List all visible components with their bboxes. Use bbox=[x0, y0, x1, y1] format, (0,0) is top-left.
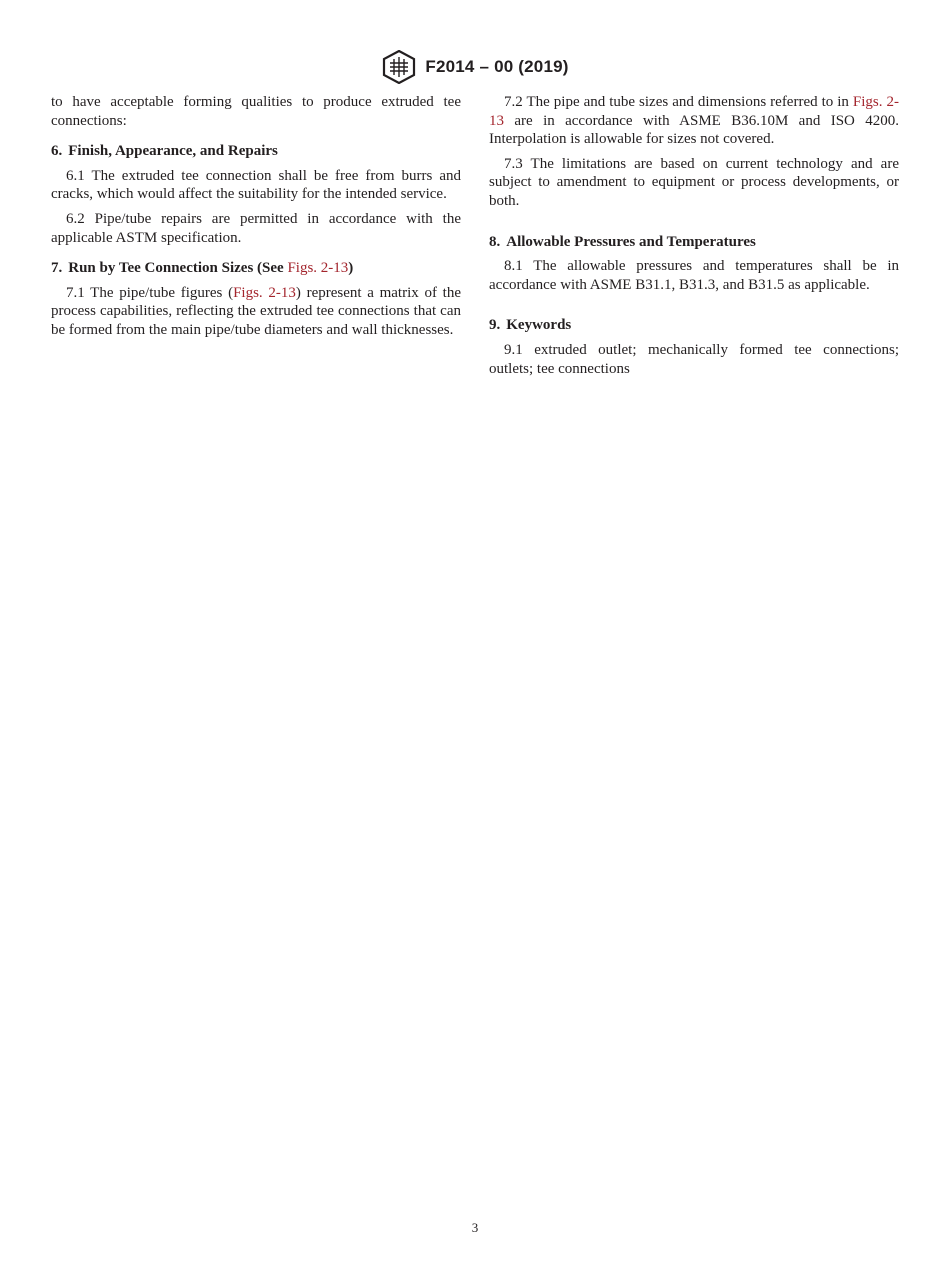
continued-paragraph: to have acceptable forming qualities to produce extruded tee connections: bbox=[51, 94, 461, 129]
left-column bbox=[51, 93, 461, 346]
paragraph-6-2: 6.2 Pipe/tube repairs are permitted in accordance with the applicable ASTM specification. bbox=[51, 210, 461, 246]
section-7-heading bbox=[51, 259, 461, 278]
section-7-title-post: ) bbox=[348, 260, 354, 277]
paragraph-7-1-figs-link[interactable]: Figs. 2-13 bbox=[233, 284, 296, 301]
section-6-number: 6. bbox=[51, 143, 63, 160]
page-header bbox=[0, 50, 950, 84]
paragraph-9-1: 9.1 extruded outlet; mechanically formed tee connections; outlets; tee connections bbox=[489, 341, 899, 377]
section-9-heading bbox=[489, 316, 899, 335]
page-number: 3 bbox=[471, 1220, 479, 1235]
paragraph-7-3: 7.3 The limitations are based on current technology and are subject to amendment to equipment or process developments, or both. bbox=[489, 155, 899, 209]
section-7-number: 7. bbox=[51, 260, 63, 277]
paragraph-8-1: 8.1 The allowable pressures and temperatures shall be in accordance with ASME B31.1, B31.3, and B31.5 as applicable. bbox=[489, 258, 899, 293]
right-column bbox=[489, 93, 899, 384]
section-7-title-pre: Run by Tee Connection Sizes (See bbox=[68, 260, 288, 277]
paragraph-7-2-pre: 7.2 The pipe and tube sizes and dimensions referred to in bbox=[504, 94, 853, 110]
paragraph-7-1-pre: 7.1 The pipe/tube figures ( bbox=[66, 284, 234, 301]
paragraph-7-2 bbox=[489, 93, 899, 149]
section-8-title: Allowable Pressures and Temperatures bbox=[506, 233, 756, 250]
section-7-figs-link[interactable]: Figs. 2-13 bbox=[287, 260, 349, 277]
paragraph-7-1-post: ) represent a matrix of the process capabilities, reflecting the extruded tee connections that can be formed from the main pipe/tube diameters and wall thicknesses. bbox=[51, 284, 461, 338]
astm-logo-icon bbox=[381, 50, 417, 84]
paragraph-7-2-post: are in accordance with ASME B36.10M and ISO 4200. Interpolation is allowable for sizes not covered. bbox=[489, 112, 899, 148]
paragraph-6-1: 6.1 The extruded tee connection shall be free from burrs and cracks, which would affect the suitability for the intended service. bbox=[51, 167, 461, 203]
paragraph-7-2-figs-link[interactable]: Figs. 2-13 bbox=[489, 94, 900, 129]
section-9-number: 9. bbox=[489, 317, 501, 334]
section-8-number: 8. bbox=[489, 233, 501, 250]
document-designation: F2014 – 00 (2019) bbox=[425, 57, 569, 76]
paragraph-7-1 bbox=[51, 284, 461, 340]
section-9-title: Keywords bbox=[506, 317, 572, 334]
section-6-title: Finish, Appearance, and Repairs bbox=[68, 143, 278, 160]
section-8-heading bbox=[489, 233, 899, 252]
section-6-heading bbox=[51, 142, 461, 161]
